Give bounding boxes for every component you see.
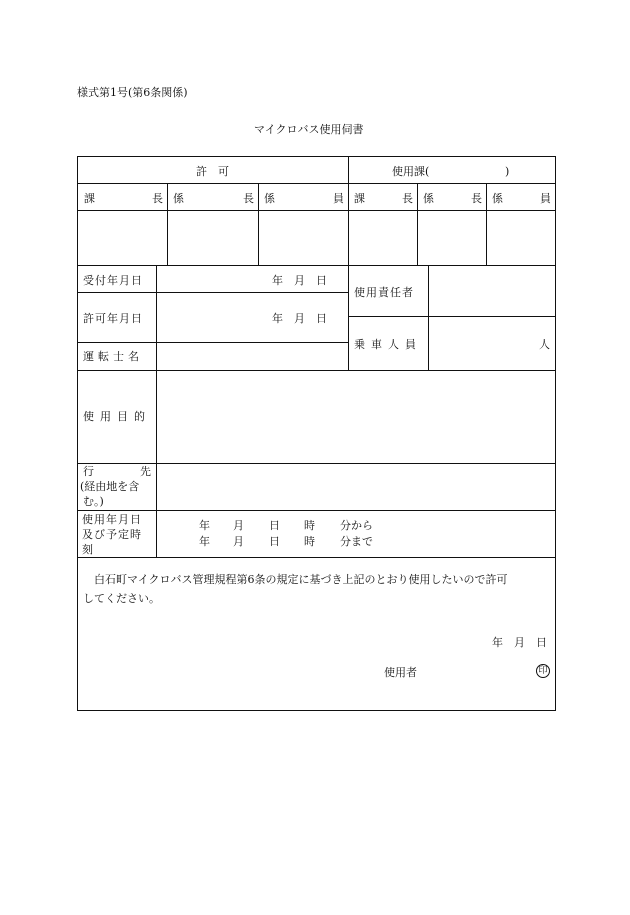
to-minute[interactable]: 分まで [340, 535, 373, 548]
usage-datetime-label-1: 使用年月日 [82, 513, 142, 526]
kyoka-kakarichou-label-1: 係 [173, 192, 184, 205]
shiyouka-kakariin-label-2: 員 [540, 192, 551, 205]
from-day[interactable]: 日 [269, 519, 280, 532]
stamp-box-shiyouka-kachou[interactable] [349, 211, 416, 264]
kyoka-kachou-label-1: 課 [84, 192, 95, 205]
usage-datetime-label-3: 刻 [82, 543, 93, 556]
applicant-label: 使用者 [384, 666, 417, 679]
divider [77, 292, 348, 293]
shiyouka-kakarichou-label-2: 長 [471, 192, 482, 205]
responsible-person-label: 使用責任者 [354, 286, 414, 299]
stamp-box-shiyouka-kakarichou[interactable] [418, 211, 485, 264]
from-year[interactable]: 年 [199, 519, 210, 532]
shiyouka-label: 使用課( [392, 165, 430, 178]
to-hour[interactable]: 時 [304, 535, 315, 548]
driver-name-field[interactable] [157, 343, 347, 369]
kyoka-kakariin-label-1: 係 [264, 192, 275, 205]
shiyouka-kachou-label-2: 長 [402, 192, 413, 205]
request-date[interactable]: 年 月 日 [492, 636, 547, 649]
shiyouka-kakariin-label-1: 係 [492, 192, 503, 205]
destination-label-a: 行 [83, 465, 94, 478]
divider [348, 316, 556, 317]
purpose-label: 使用目的 [83, 410, 151, 423]
destination-label-b: 先 [140, 465, 151, 478]
kyoka-date-label: 許可年月日 [83, 312, 143, 325]
request-text-line-1: 白石町マイクロバス管理規程第6条の規定に基づき上記のとおり使用したいので許可 [94, 573, 508, 586]
divider [77, 183, 556, 184]
passenger-count-label: 乗車人員 [354, 338, 422, 351]
stamp-box-kyoka-kachou[interactable] [78, 211, 166, 264]
purpose-field[interactable] [157, 371, 555, 462]
passenger-count-unit: 人 [539, 338, 550, 351]
from-month[interactable]: 月 [233, 519, 244, 532]
driver-name-label: 運転士名 [83, 350, 143, 363]
uketsuke-date-label: 受付年月日 [83, 274, 143, 287]
destination-field[interactable] [157, 464, 555, 509]
to-day[interactable]: 日 [269, 535, 280, 548]
from-minute[interactable]: 分から [340, 519, 373, 532]
seal-mark: 印 [536, 664, 550, 678]
request-text-line-2: してください。 [83, 592, 160, 605]
stamp-box-shiyouka-kakariin[interactable] [487, 211, 555, 264]
kyoka-label: 許 可 [196, 165, 229, 178]
destination-note-1: (経由地を含 [80, 480, 140, 493]
to-month[interactable]: 月 [233, 535, 244, 548]
usage-datetime-label-2: 及び予定時 [82, 528, 142, 541]
to-year[interactable]: 年 [199, 535, 210, 548]
responsible-person-field[interactable] [429, 266, 555, 315]
kyoka-kakariin-label-2: 員 [333, 192, 344, 205]
shiyouka-kachou-label-1: 課 [354, 192, 365, 205]
stamp-box-kyoka-kakarichou[interactable] [168, 211, 257, 264]
divider [77, 557, 556, 558]
stamp-box-kyoka-kakariin[interactable] [259, 211, 347, 264]
divider [77, 510, 556, 511]
kyoka-kachou-label-2: 長 [152, 192, 163, 205]
kyoka-date-value[interactable]: 年 月 日 [272, 312, 327, 325]
shiyouka-kakarichou-label-1: 係 [423, 192, 434, 205]
form-title: マイクロバス使用伺書 [254, 123, 364, 136]
applicant-name-field[interactable] [425, 662, 530, 680]
destination-note-2: む。) [83, 495, 104, 508]
kyoka-kakarichou-label-2: 長 [243, 192, 254, 205]
form-number: 様式第1号(第6条関係) [77, 86, 188, 99]
from-hour[interactable]: 時 [304, 519, 315, 532]
shiyouka-close: ) [505, 165, 510, 178]
uketsuke-date-value[interactable]: 年 月 日 [272, 274, 327, 287]
